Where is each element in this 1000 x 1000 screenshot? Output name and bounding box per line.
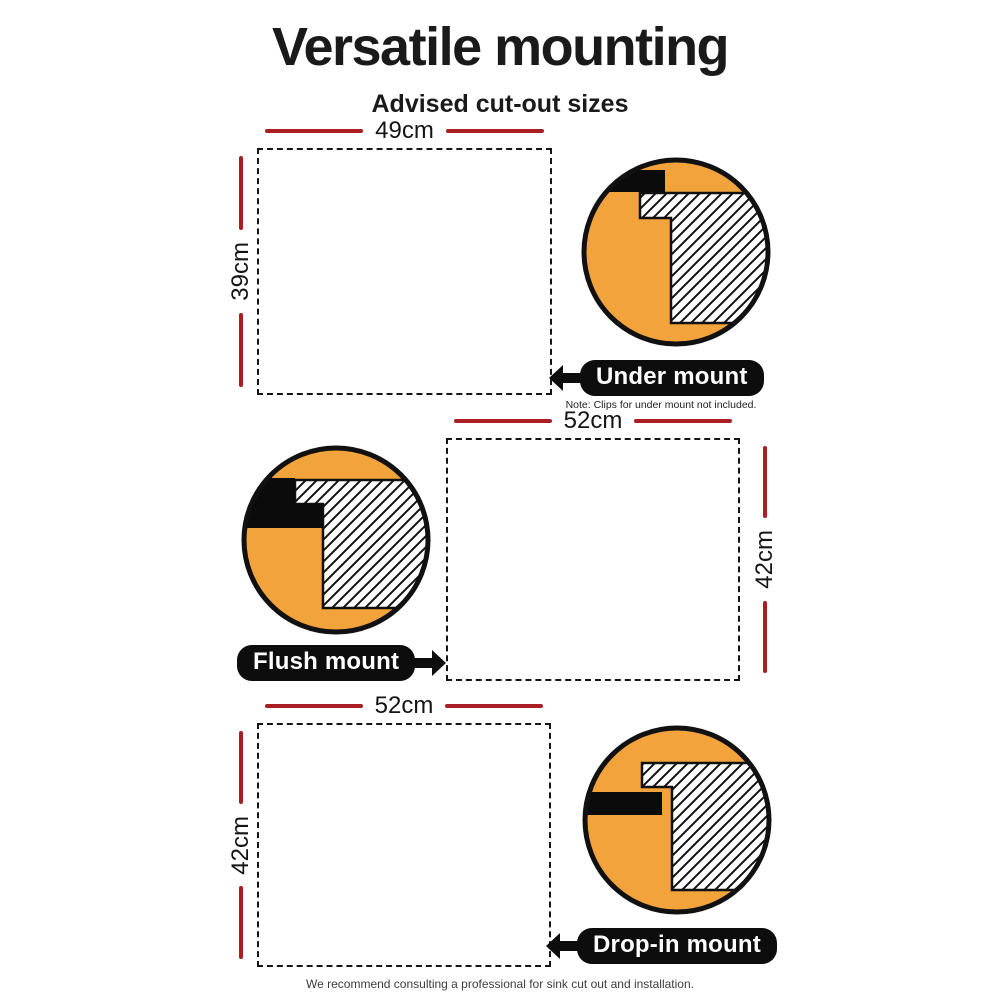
width-label: 52cm [374, 692, 434, 719]
footer-disclaimer: We recommend consulting a professional for sink cut out and installation. [306, 977, 694, 991]
drop-in-mount-width-dimension [257, 692, 551, 720]
arrow-right-icon [410, 648, 446, 678]
height-label: 42cm [227, 815, 254, 875]
dimension-line [763, 446, 767, 518]
flush-mount-cross-section-diagram [236, 440, 436, 640]
dimension-line [239, 156, 243, 230]
flush-mount-height-dimension [750, 440, 780, 679]
under-mount-note: Note: Clips for under mount not included. [565, 399, 757, 411]
dimension-line [239, 886, 243, 959]
drop-in-mount-cross-section-diagram [577, 720, 777, 920]
dimension-line [454, 419, 552, 423]
flush-mount-width-dimension [446, 407, 740, 435]
page-subtitle: Advised cut-out sizes [371, 90, 629, 118]
dimension-line [239, 731, 243, 804]
under-mount-width-dimension [257, 117, 552, 145]
dimension-line [239, 313, 243, 387]
dimension-line [265, 704, 363, 708]
width-label: 49cm [375, 117, 434, 144]
dimension-line [763, 601, 767, 673]
height-label: 42cm [751, 530, 778, 589]
under-mount-height-dimension [226, 150, 256, 393]
under-mount-callout [549, 360, 764, 396]
dimension-line [265, 129, 363, 133]
drop-in-mount-label: Drop-in mount [577, 928, 777, 964]
flush-mount-cutout-rect [446, 438, 740, 681]
width-label: 52cm [563, 407, 623, 434]
flush-mount-label: Flush mount [237, 645, 415, 681]
dimension-line [446, 129, 544, 133]
drop-in-mount-cutout-rect [257, 723, 551, 967]
under-mount-cutout-rect [257, 148, 552, 395]
dimension-line [634, 419, 732, 423]
under-mount-cross-section-diagram [576, 152, 776, 352]
drop-in-mount-callout [546, 928, 777, 964]
page-title: Versatile mounting [271, 17, 729, 77]
height-label: 39cm [227, 242, 254, 301]
drop-in-mount-height-dimension [226, 725, 256, 965]
dimension-line [445, 704, 543, 708]
under-mount-label: Under mount [580, 360, 764, 396]
flush-mount-callout [237, 645, 446, 681]
